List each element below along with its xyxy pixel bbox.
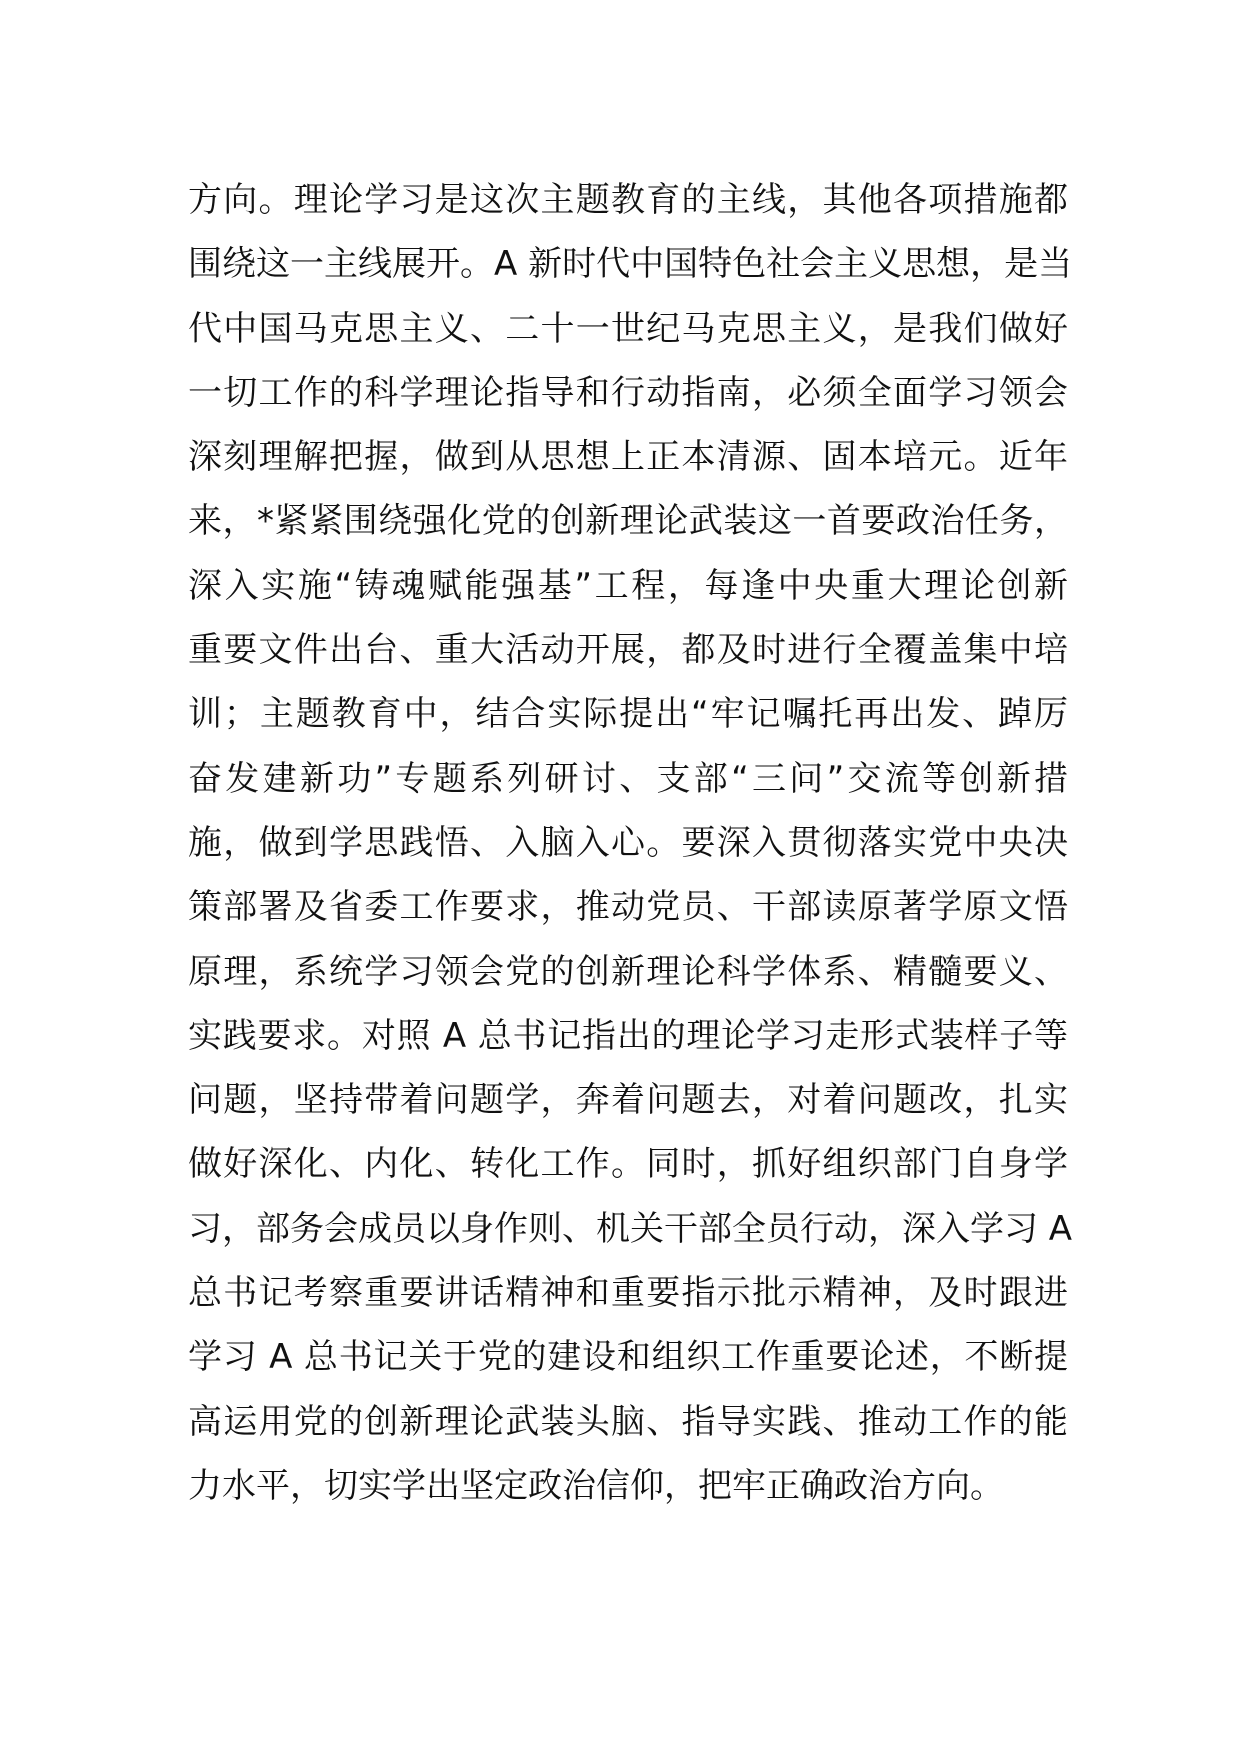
text-line: 深刻理解把握，做到从思想上正本清源、固本培元。近年 — [188, 437, 1068, 478]
text-line: 训；主题教育中，结合实际提出“牢记嘱托再出发、踔厉 — [188, 694, 1068, 735]
text-line: 做好深化、内化、转化工作。同时，抓好组织部门自身学 — [188, 1144, 1068, 1185]
text-line: 力水平，切实学出坚定政治信仰，把牢正确政治方向。 — [188, 1465, 1004, 1506]
text-line: 围绕这一主线展开。A 新时代中国特色社会主义思想，是当 — [188, 244, 1073, 285]
body-paragraph — [188, 168, 1073, 1518]
text-line: 代中国马克思主义、二十一世纪马克思主义，是我们做好 — [188, 308, 1068, 349]
text-line: 学习 A 总书记关于党的建设和组织工作重要论述，不断提 — [188, 1337, 1068, 1378]
text-line: 高运用党的创新理论武装头脑、指导实践、推动工作的能 — [188, 1401, 1068, 1442]
text-line: 原理，系统学习领会党的创新理论科学体系、精髓要义、 — [188, 951, 1068, 992]
text-line: 实践要求。对照 A 总书记指出的理论学习走形式装样子等 — [188, 1015, 1068, 1056]
text-line: 方向。理论学习是这次主题教育的主线，其他各项措施都 — [188, 180, 1068, 220]
text-line: 奋发建新功”专题系列研讨、支部“三问”交流等创新措 — [188, 758, 1068, 799]
text-line: 习，部务会成员以身作则、机关干部全员行动，深入学习 A — [188, 1208, 1073, 1249]
text-line: 施，做到学思践悟、入脑入心。要深入贯彻落实党中央决 — [188, 822, 1068, 863]
text-line: 问题，坚持带着问题学，奔着问题去，对着问题改，扎实 — [188, 1080, 1068, 1121]
text-line: 来，*紧紧围绕强化党的创新理论武装这一首要政治任务， — [188, 501, 1068, 542]
text-line: 深入实施“铸魂赋能强基”工程，每逢中央重大理论创新 — [188, 565, 1068, 606]
text-line: 总书记考察重要讲话精神和重要指示批示精神，及时跟进 — [188, 1273, 1068, 1314]
text-line: 重要文件出台、重大活动开展，都及时进行全覆盖集中培 — [188, 630, 1068, 671]
text-line: 一切工作的科学理论指导和行动指南，必须全面学习领会 — [188, 372, 1068, 413]
text-line: 策部署及省委工作要求，推动党员、干部读原著学原文悟 — [188, 887, 1068, 928]
